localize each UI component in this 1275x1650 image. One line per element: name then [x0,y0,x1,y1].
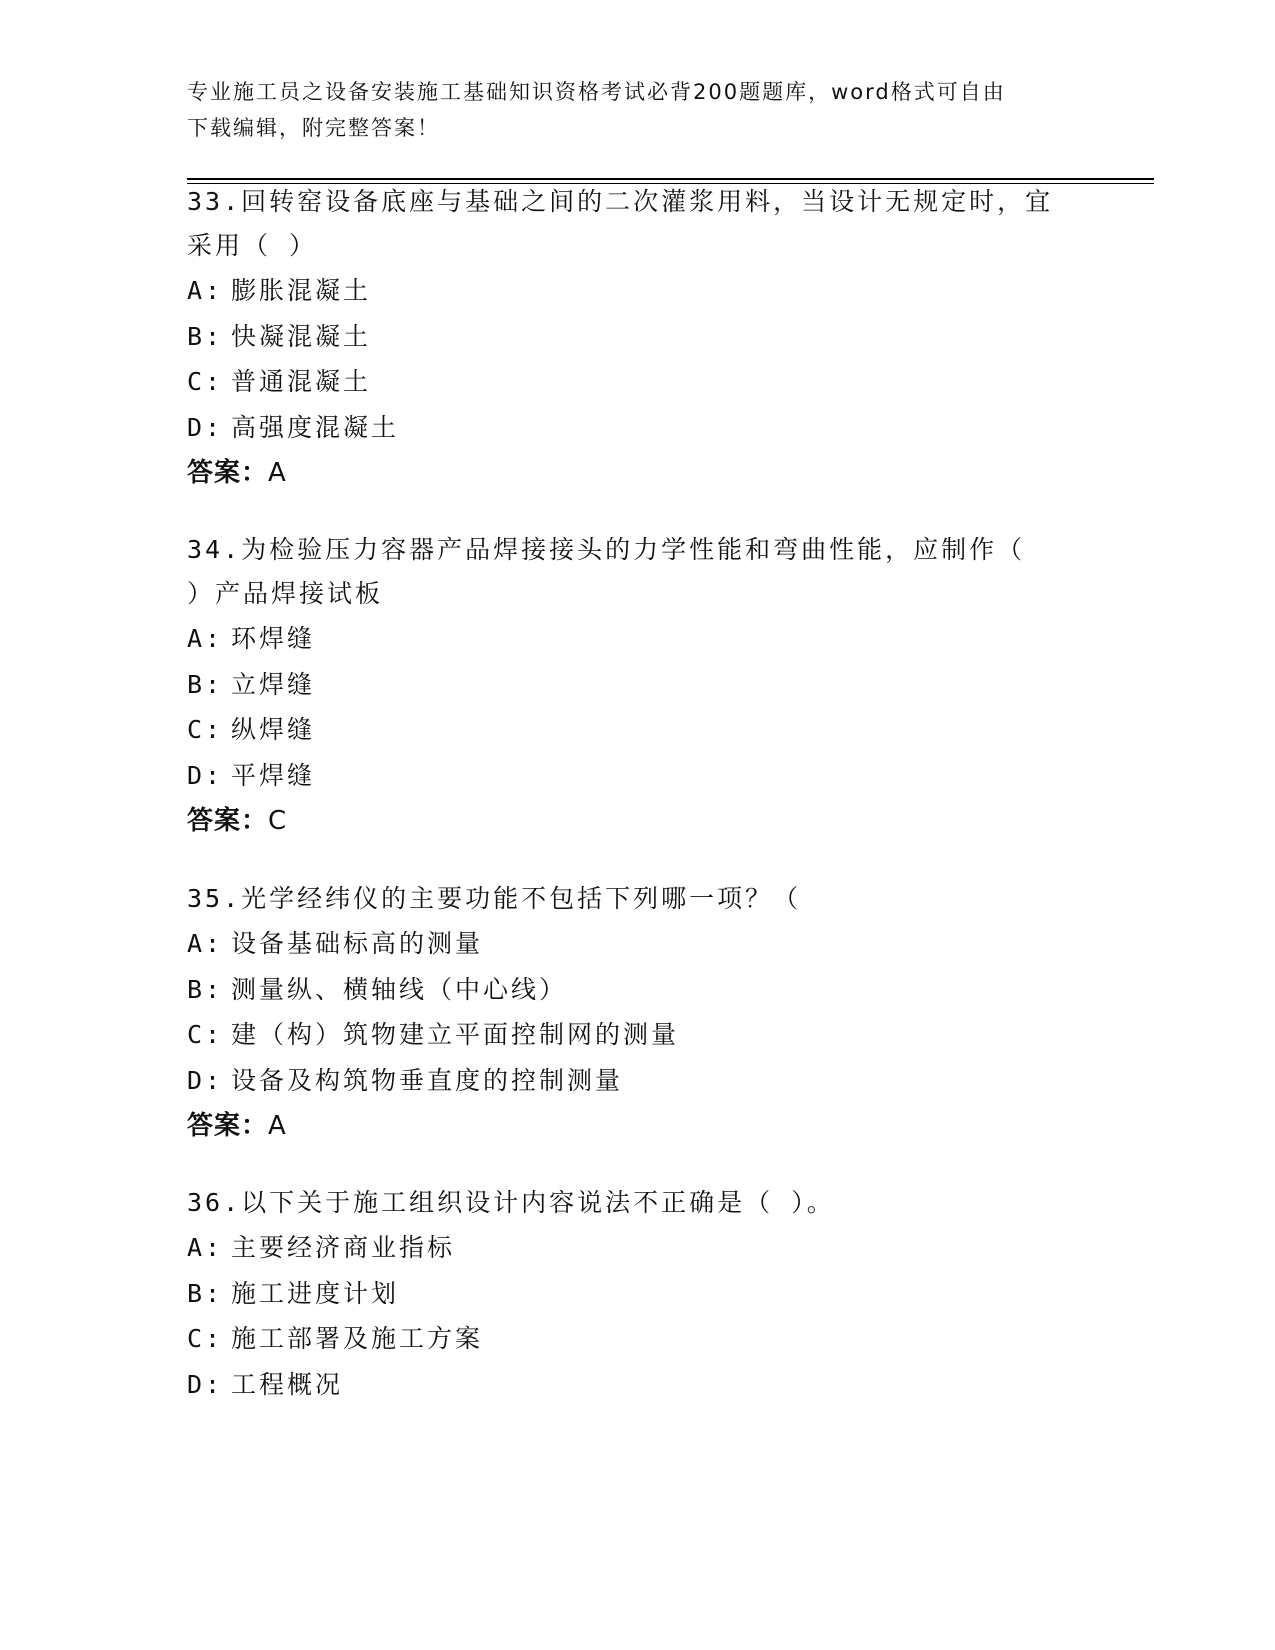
option-b [187,1271,1087,1317]
option-text: 环焊缝 [231,624,316,653]
option-c [187,359,1087,405]
option-letter: C: [187,1020,224,1049]
option-letter: A: [187,1233,224,1262]
option-text: 测量纵、横轴线（中心线） [231,974,568,1004]
header-line-1: 专业施工员之设备安装施工基础知识资格考试必背200题题库，word格式可自由 [187,80,1006,104]
question-stem-line-1: 33.回转窑设备底座与基础之间的二次灌浆用料，当设计无规定时，宜 [187,187,1054,216]
answer-value: C [268,806,288,836]
option-text: 设备基础标高的测量 [231,929,484,958]
option-b [187,662,1087,708]
header-line-2: 下载编辑，附完整答案！ [187,116,440,140]
option-text: 工程概况 [231,1369,344,1399]
question-34 [187,528,1087,844]
question-stem-line-2: 采用（ ） [187,231,318,260]
option-text: 平焊缝 [231,760,316,790]
question-35 [187,877,1087,1149]
option-text: 普通混凝土 [231,367,372,396]
option-letter: B: [187,974,224,1004]
option-d [187,1362,1087,1408]
option-letter: C: [187,1324,224,1353]
question-stem-line-1: 34.为检验压力容器产品焊接接头的力学性能和弯曲性能，应制作（ [187,535,1026,564]
option-d [187,1058,1087,1104]
option-letter: B: [187,321,224,351]
option-c [187,1012,1087,1058]
option-text: 施工部署及施工方案 [231,1324,484,1353]
option-text: 立焊缝 [231,669,316,699]
option-letter: D: [187,412,224,442]
answer-value: A [268,458,287,488]
option-letter: D: [187,1369,224,1399]
option-a [187,268,1087,314]
option-letter: C: [187,367,224,396]
question-stem-line-1: 35.光学经纬仪的主要功能不包括下列哪一项？（ [187,884,802,913]
option-b [187,314,1087,360]
option-c [187,707,1087,753]
option-text: 施工进度计划 [231,1278,400,1308]
option-text: 设备及构筑物垂直度的控制测量 [231,1065,624,1095]
document-header [187,74,1087,146]
answer-label: 答案： [187,458,269,488]
option-letter: A: [187,624,224,653]
answer-label: 答案： [187,806,269,836]
answer-line [187,798,1087,844]
option-c [187,1316,1087,1362]
option-letter: B: [187,669,224,699]
answer-line [187,1103,1087,1149]
question-33 [187,180,1087,496]
option-letter: D: [187,1065,224,1095]
option-a [187,616,1087,662]
option-letter: C: [187,715,224,744]
answer-value: A [268,1111,287,1141]
answer-line [187,450,1087,496]
question-36 [187,1181,1087,1407]
option-text: 膨胀混凝土 [231,276,372,305]
option-letter: A: [187,929,224,958]
option-letter: A: [187,276,224,305]
option-text: 快凝混凝土 [231,321,372,351]
option-a [187,921,1087,967]
option-letter: D: [187,760,224,790]
option-d [187,753,1087,799]
option-text: 高强度混凝土 [231,412,400,442]
option-text: 主要经济商业指标 [231,1233,456,1262]
option-a [187,1225,1087,1271]
option-text: 纵焊缝 [231,715,316,744]
option-text: 建（构）筑物建立平面控制网的测量 [231,1020,680,1049]
question-stem-line-2: ）产品焊接试板 [187,579,384,608]
option-b [187,967,1087,1013]
question-stem-line-1: 36.以下关于施工组织设计内容说法不正确是（ ）。 [187,1188,835,1217]
option-d [187,405,1087,451]
answer-label: 答案： [187,1111,269,1141]
option-letter: B: [187,1278,224,1308]
